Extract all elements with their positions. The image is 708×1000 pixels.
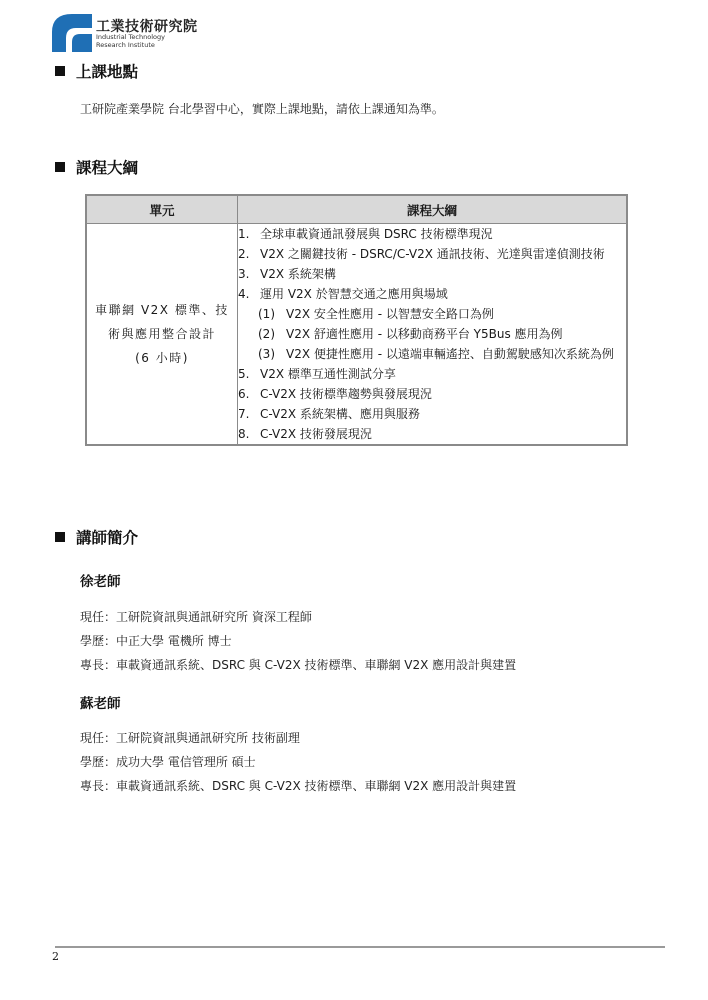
square-bullet-icon [55,532,65,542]
outline-table [85,194,628,446]
instructors-heading [55,526,138,548]
item-number: 2. [238,247,250,261]
list-item [238,404,626,424]
list-item [238,364,626,384]
instructor-expertise: 專長：車載資通訊系統、DSRC 與 C-V2X 技術標準、車聯網 V2X 應用設計與建置 [80,658,517,672]
square-bullet-icon [55,66,65,76]
unit-line: 車聯網 V2X 標準、技 [95,303,229,317]
item-text: C-V2X 技術發展現況 [260,427,372,441]
page-number: 2 [52,950,59,963]
instructor-name: 徐老師 [80,574,121,590]
itri-logo [52,14,212,52]
column-header-outline: 課程大綱 [238,195,628,224]
list-item [238,384,626,404]
location-text: 工研院產業學院 台北學習中心，實際上課地點，請依上課通知為準。 [80,102,444,116]
list-item [238,284,626,304]
instructor-name: 蘇老師 [80,696,121,712]
item-number: (1) [258,307,275,321]
list-subitem [238,344,626,364]
item-number: 8. [238,427,250,441]
item-number: 6. [238,387,250,401]
item-text: V2X 舒適性應用 - 以移動商務平台 Y5Bus 應用為例 [286,327,563,341]
instructor-current: 現任：工研院資訊與通訊研究所 資深工程師 [80,610,312,624]
outline-heading [55,156,138,178]
list-subitem [238,304,626,324]
item-text: V2X 便捷性應用 - 以遠端車輛遙控、自動駕駛感知次系統為例 [286,347,614,361]
instructor-current: 現任：工研院資訊與通訊研究所 技術副理 [80,731,300,745]
item-number: 1. [238,227,250,241]
outline-items-cell [238,224,628,446]
square-bullet-icon [55,162,65,172]
org-name-en-line1: Industrial Technology [96,33,165,41]
item-number: 7. [238,407,250,421]
item-text: C-V2X 系統架構、應用與服務 [260,407,420,421]
unit-cell [86,224,238,446]
section-title: 課程大綱 [76,159,139,177]
item-text: C-V2X 技術標準趨勢與發展現況 [260,387,432,401]
table-header-row [86,195,627,224]
unit-line: (6 小時) [135,351,189,365]
list-item [238,264,626,284]
item-text: 運用 V2X 於智慧交通之應用與場域 [260,287,448,301]
unit-line: 術與應用整合設計 [107,327,216,341]
item-text: V2X 標準互通性測試分享 [260,367,396,381]
item-number: 5. [238,367,250,381]
section-title: 上課地點 [76,63,139,81]
item-number: 4. [238,287,250,301]
section-title: 講師簡介 [76,529,139,547]
org-name-en [96,34,165,49]
location-heading [55,60,138,82]
item-text: 全球車載資通訊發展與 DSRC 技術標準現況 [260,227,493,241]
list-item [238,424,626,444]
item-text: V2X 安全性應用 - 以智慧安全路口為例 [286,307,494,321]
item-text: V2X 之關鍵技術 - DSRC/C-V2X 通訊技術、光達與雷達偵測技術 [260,247,605,261]
item-number: (2) [258,327,275,341]
instructor-education: 學歷：中正大學 電機所 博士 [80,634,232,648]
itri-logo-icon [52,14,92,52]
list-item [238,244,626,264]
instructor-expertise: 專長：車載資通訊系統、DSRC 與 C-V2X 技術標準、車聯網 V2X 應用設計與建置 [80,779,517,793]
org-name-zh: 工業技術研究院 [96,19,198,35]
footer-divider [55,946,665,948]
list-subitem [238,324,626,344]
item-number: 3. [238,267,250,281]
table-row [86,224,627,446]
instructor-education: 學歷：成功大學 電信管理所 碩士 [80,755,256,769]
list-item [238,224,626,244]
org-name-en-line2: Research Institute [96,40,155,49]
item-text: V2X 系統架構 [260,267,336,281]
item-number: (3) [258,347,275,361]
column-header-unit: 單元 [86,195,238,224]
